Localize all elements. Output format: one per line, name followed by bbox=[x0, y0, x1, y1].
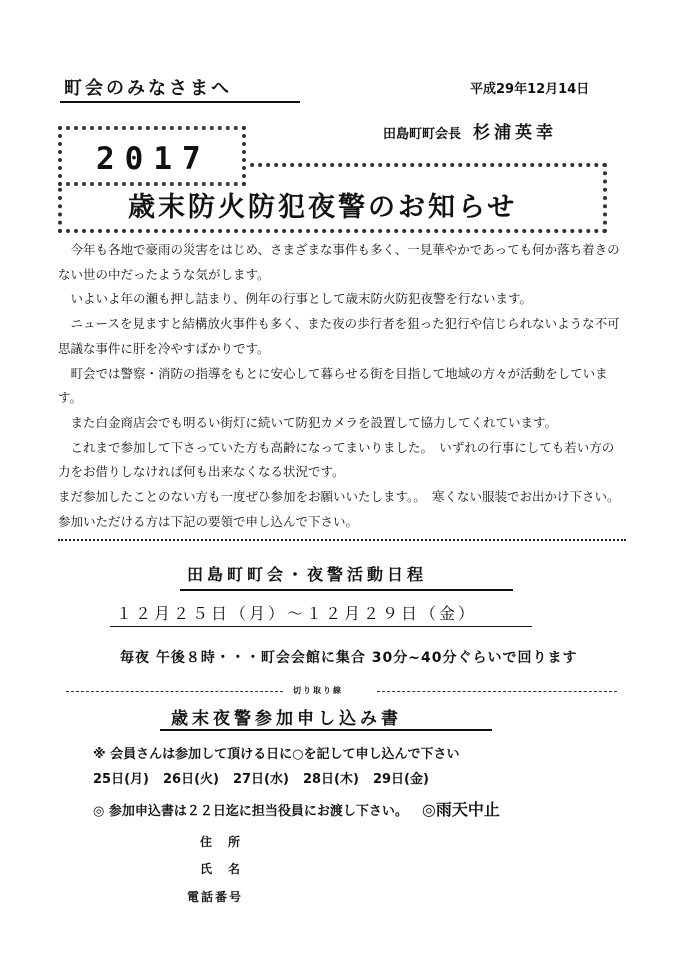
body-paragraph: 参加いただける方は下記の要領で申し込んで下さい。 bbox=[58, 513, 359, 529]
author-line bbox=[383, 118, 557, 143]
schedule-title: 田島町町会・夜警活動日程 bbox=[187, 565, 428, 584]
form-title-underline bbox=[160, 729, 492, 731]
day-option[interactable]: 25日(月) bbox=[93, 772, 149, 787]
address-field-label: 住所 bbox=[200, 835, 257, 849]
title-year: 2017 bbox=[96, 141, 211, 177]
schedule-detail: 毎夜 午後８時・・・町会会館に集合 30分~40分ぐらいで回ります bbox=[120, 650, 578, 666]
day-option[interactable]: 29日(金) bbox=[372, 772, 429, 787]
cut-line-label: 切り取り線 bbox=[293, 686, 343, 695]
day-option[interactable]: 26日(火) bbox=[162, 772, 219, 787]
author-name: 杉浦英幸 bbox=[473, 123, 558, 143]
author-title: 田島町町会長 bbox=[383, 127, 462, 142]
body-paragraph: まだ参加したことのない方も一度ぜひ参加をお願いいたします。。 寒くない服装でお出かけ下さい。 bbox=[58, 489, 620, 505]
day-option[interactable]: 27日(水) bbox=[232, 772, 289, 787]
body-paragraph: 町会では警察・消防の指導をもとに安心して暮らせる街を目指して地域の方々が活動をしています。 bbox=[58, 365, 608, 406]
day-option[interactable]: 28日(木) bbox=[302, 772, 359, 787]
phone-field-label: 電話番号 bbox=[187, 890, 244, 904]
name-field-label: 氏名 bbox=[200, 862, 257, 876]
body-paragraph: これまで参加して下さっていた方も高齢になってまいりました。 いずれの行事にしても若い方の力をお借りしなければ何も出来なくなる状況です。 bbox=[58, 439, 615, 480]
main-title: 歳末防火防犯夜警のお知らせ bbox=[128, 192, 518, 223]
addressee-underline bbox=[60, 101, 300, 103]
schedule-dates-underline bbox=[110, 626, 532, 627]
body-paragraph: ニュースを見ますと結構放火事件も多く、また夜の歩行者を狙った犯行や信じられないような不可思議な事件に肝を冷やすばかりです。 bbox=[58, 316, 620, 356]
cut-line-right bbox=[377, 691, 617, 692]
issue-date: 平成29年12月14日 bbox=[470, 82, 590, 97]
rain-cancel-note: ◎雨天中止 bbox=[421, 800, 500, 819]
cut-line-left bbox=[66, 691, 283, 692]
body-paragraph: いよいよ年の瀬も押し詰まり、例年の行事として歳末防火防犯夜警を行ないます。 bbox=[58, 291, 533, 307]
addressee-heading: 町会のみなさまへ bbox=[64, 78, 232, 99]
form-instruction: ※ 会員さんは参加して頂ける日に○を記して申し込んで下さい bbox=[93, 747, 460, 762]
form-deadline bbox=[93, 797, 500, 820]
body-paragraph: 今年も各地で豪雨の災害をはじめ、さまざまな事件も多く、一見華やかであっても何か落ち着きのない世の中だったような気がします。 bbox=[58, 242, 620, 282]
deadline-text: ◎ 参加申込書は２２日迄に担当役員にお渡し下さい。 bbox=[93, 804, 408, 819]
schedule-dates: １２月２５日（月）～１２月２９日（金） bbox=[116, 604, 478, 623]
day-options bbox=[93, 768, 513, 787]
body-text bbox=[58, 238, 623, 534]
schedule-title-underline bbox=[180, 589, 513, 591]
section-divider bbox=[58, 539, 626, 541]
body-paragraph: また白金商店会でも明るい街灯に続いて防犯カメラを設置して協力してくれています。 bbox=[58, 414, 558, 430]
form-title: 歳末夜警参加申し込み書 bbox=[171, 709, 402, 729]
